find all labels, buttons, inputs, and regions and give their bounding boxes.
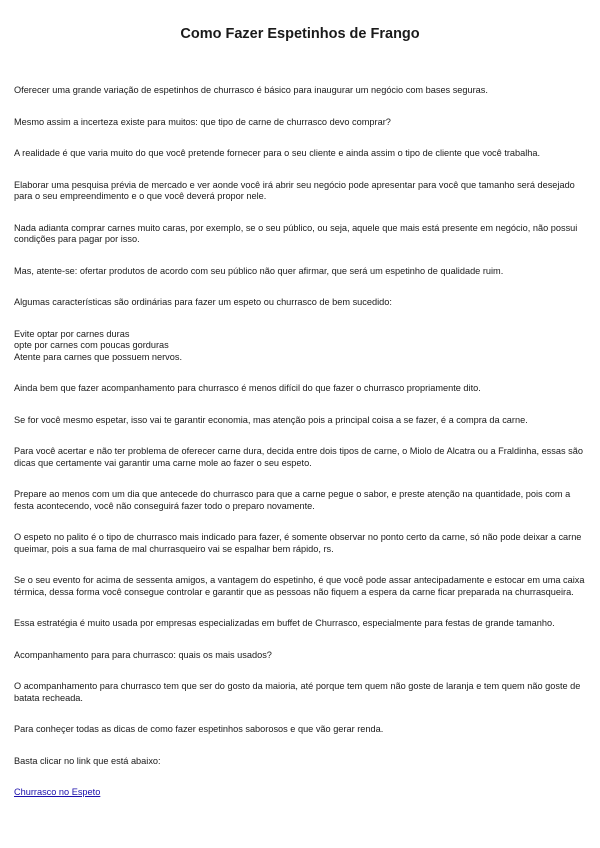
paragraph: Oferecer uma grande variação de espetinhos de churrasco é básico para inaugurar um negócio com bases seguras. <box>14 85 488 95</box>
paragraph: Essa estratégia é muito usada por empresas especializadas em buffet de Churrasco, especialmente para festas de grande tamanho. <box>14 618 555 628</box>
paragraph: Algumas características são ordinárias para fazer um espeto ou churrasco de bem sucedido: <box>14 297 392 307</box>
paragraph: Basta clicar no link que está abaixo: <box>14 755 161 766</box>
churrasco-link[interactable]: Churrasco no Espeto <box>14 787 101 797</box>
paragraph: Se o seu evento for acima de sessenta amigos, a vantagem do espetinho, é que você pode assar antecipadamente e estocar em uma caixa térmica, dessa forma você consegue controlar e garantir que as pessoas não fiquem a espera da carne ficar preparada na churrasqueira. <box>14 575 585 597</box>
paragraph: Se for você mesmo espetar, isso vai te garantir economia, mas atenção pois a principal coisa a se fazer, é a compra da carne. <box>14 414 528 425</box>
paragraph: O espeto no palito é o tipo de churrasco mais indicado para fazer, é somente observar no ponto certo da carne, só não pode deixar a carne queimar, pois a sua fama de mal churrasqueiro vai se espalhar bem rápido, rs. <box>14 532 582 554</box>
paragraph: O acompanhamento para churrasco tem que ser do gosto da maioria, até porque tem quem não goste de laranja e tem quem não goste de batata recheada. <box>14 681 581 703</box>
paragraph: Ainda bem que fazer acompanhamento para churrasco é menos difícil do que fazer o churrasco propriamente dito. <box>14 383 481 393</box>
paragraph: Mesmo assim a incerteza existe para muitos: que tipo de carne de churrasco devo comprar? <box>14 116 391 127</box>
paragraph: Para você acertar e não ter problema de oferecer carne dura, decida entre dois tipos de carne, o Miolo de Alcatra ou a Fraldinha, essas são dicas que certamente vai garantir uma carne mole ao fazer o seu espeto. <box>14 446 583 468</box>
page-title: Como Fazer Espetinhos de Frango <box>180 26 420 42</box>
list-item: Evite optar por carnes duras <box>14 328 130 339</box>
paragraph: Elaborar uma pesquisa prévia de mercado e ver aonde você irá abrir seu negócio pode apresentar para você que tamanho será desejado para o seu empreendimento e o que você deverá propor nele. <box>14 179 575 201</box>
link-paragraph <box>14 787 586 799</box>
article-body <box>14 85 586 819</box>
paragraph: Para conheçer todas as dicas de como fazer espetinhos saborosos e que vão gerar renda. <box>14 724 384 734</box>
paragraph: Prepare ao menos com um dia que antecede do churrasco para que a carne pegue o sabor, e preste atenção na quantidade, pois com a festa acontecendo, você não conseguirá fazer todo o preparo novamente. <box>14 489 571 511</box>
list-item: Atente para carnes que possuem nervos. <box>14 351 183 362</box>
paragraph: Acompanhamento para para churrasco: quais os mais usados? <box>14 649 272 660</box>
paragraph: Mas, atente-se: ofertar produtos de acordo com seu público não quer afirmar, que será um espetinho de qualidade ruim. <box>14 265 504 276</box>
tips-list <box>14 329 586 364</box>
list-item: opte por carnes com poucas gorduras <box>14 340 169 350</box>
paragraph: Nada adianta comprar carnes muito caras, por exemplo, se o seu público, ou seja, aquele que mais está presente em negócio, não possui condições para pagar por isso. <box>14 222 578 244</box>
paragraph: A realidade é que varia muito do que você pretende fornecer para o seu cliente e ainda assim o tipo de cliente que você trabalha. <box>14 148 541 158</box>
